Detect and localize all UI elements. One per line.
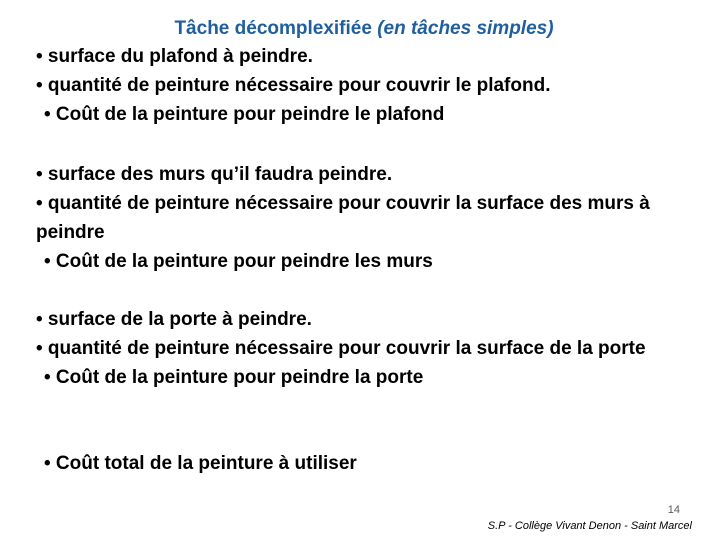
task-group-ceiling (36, 42, 686, 129)
task-item: • Coût de la peinture pour peindre la porte (44, 367, 424, 388)
slide-title-emphasis: (en tâches simples) (377, 18, 554, 39)
task-item: • Coût total de la peinture à utiliser (44, 453, 357, 474)
task-item: • surface des murs qu’il faudra peindre. (36, 164, 393, 185)
task-item: • surface de la porte à peindre. (36, 309, 312, 330)
page-number: 14 (667, 504, 680, 516)
task-group-door (36, 305, 686, 392)
slide-title (0, 18, 720, 40)
task-item: • surface du plafond à peindre. (36, 46, 313, 67)
task-item: • Coût de la peinture pour peindre le plafond (44, 104, 445, 125)
task-group-walls (36, 160, 686, 276)
task-group-total (36, 449, 686, 478)
task-item: • quantité de peinture nécessaire pour couvrir la surface des murs à peindre (36, 193, 650, 243)
task-item: • quantité de peinture nécessaire pour couvrir le plafond. (36, 75, 551, 96)
slide-title-main: Tâche décomplexifiée (174, 18, 378, 39)
footer-credit: S.P - Collège Vivant Denon - Saint Marcel (487, 520, 692, 532)
task-item: • quantité de peinture nécessaire pour couvrir la surface de la porte (36, 338, 646, 359)
task-item: • Coût de la peinture pour peindre les murs (44, 251, 433, 272)
